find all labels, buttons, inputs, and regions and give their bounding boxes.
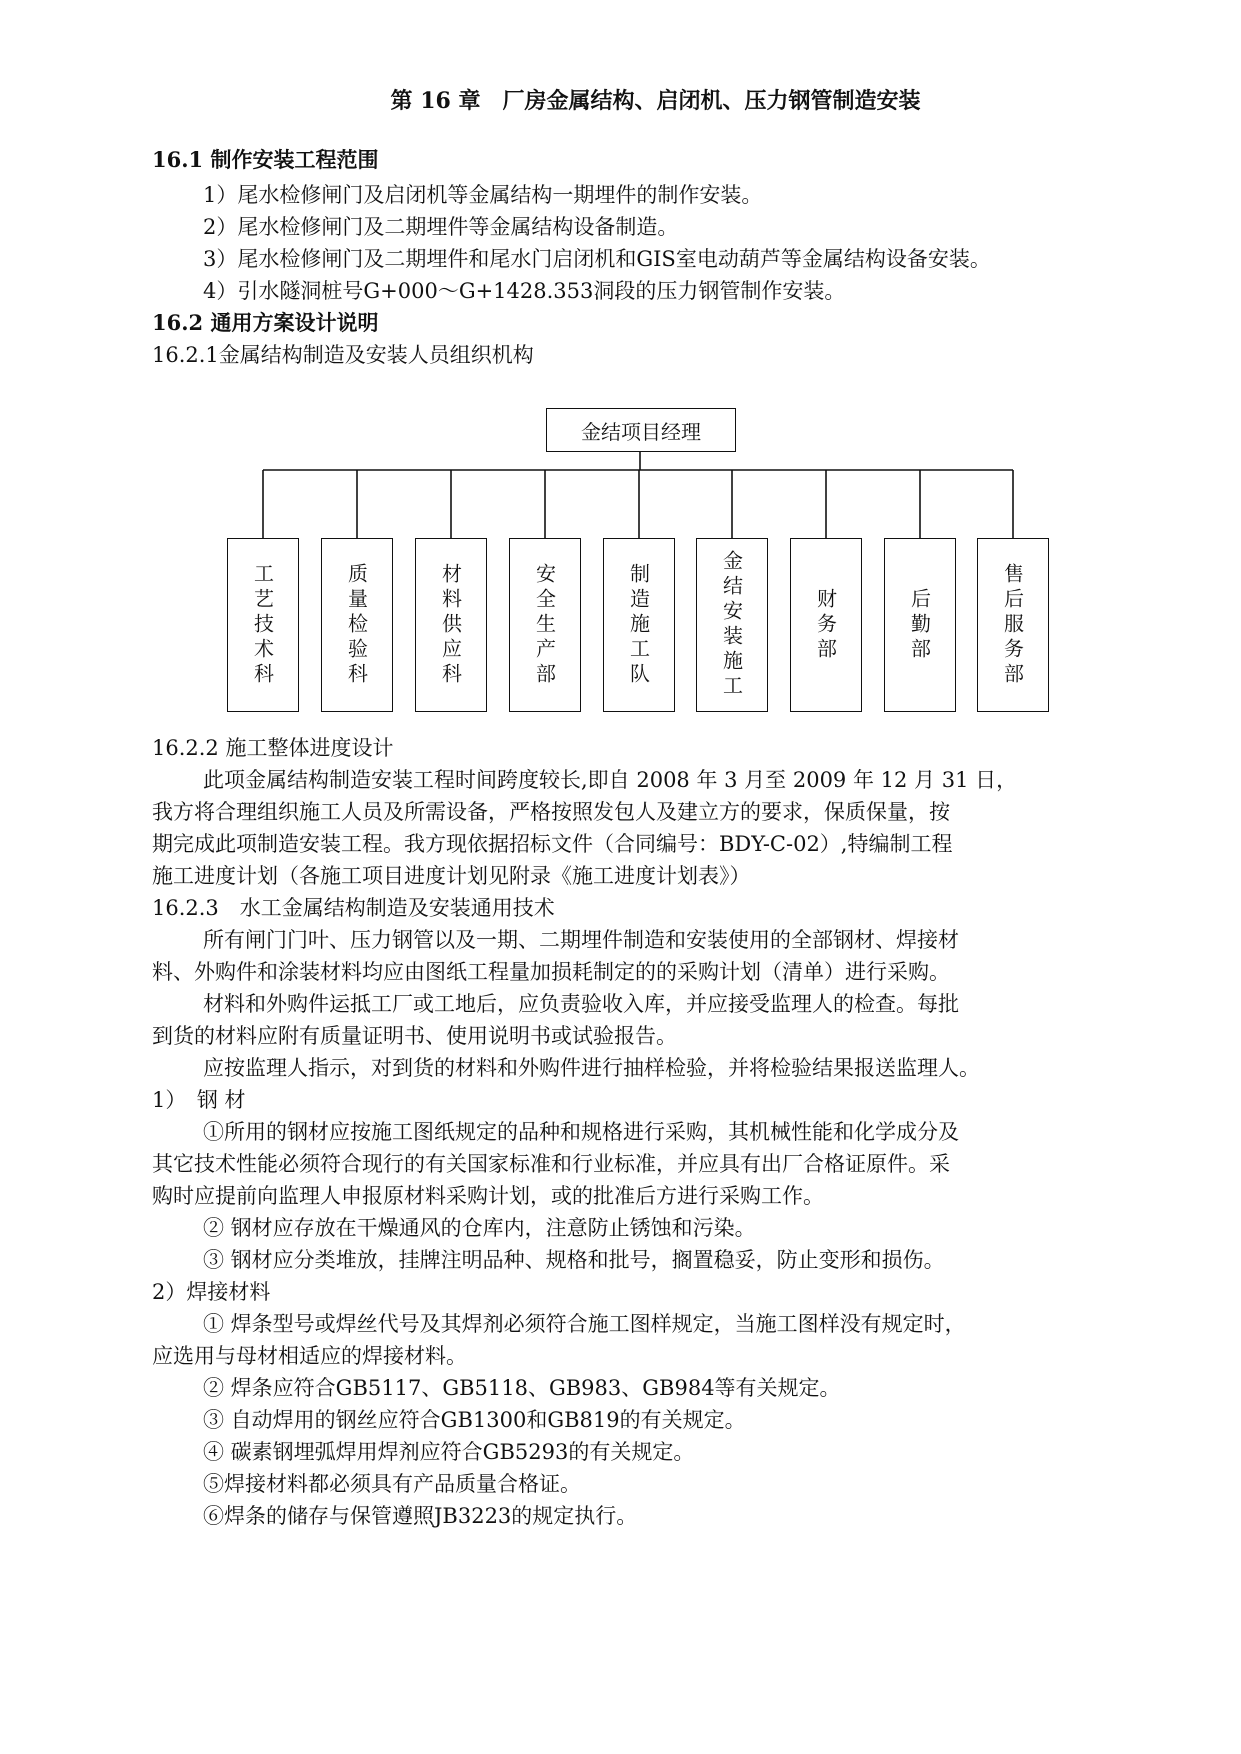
scope-item: 3）尾水检修闸门及二期埋件和尾水门启闭机和GIS室电动葫芦等金属结构设备安装。 [203,247,991,271]
org-dept-after-sales: 售后服务部 [977,538,1049,712]
paragraph-line: ③ 钢材应分类堆放，挂牌注明品种、规格和批号，搁置稳妥，防止变形和损伤。 [203,1248,945,1272]
paragraph-line: ④ 碳素钢埋弧焊用焊剂应符合GB5293的有关规定。 [203,1440,695,1464]
paragraph-line: 材料和外购件运抵工厂或工地后，应负责验收入库，并应接受监理人的检查。每批 [203,992,959,1016]
section-16-1-heading: 16.1 制作安装工程范围 [152,147,379,172]
org-dept-logistics: 后勤部 [884,538,956,712]
paragraph-line: 此项金属结构制造安装工程时间跨度较长,即自 2008 年 3 月至 2009 年 12 月 31 日， [203,768,1018,792]
paragraph-line: 购时应提前向监理人申报原材料采购计划，或的批准后方进行采购工作。 [152,1184,824,1208]
scope-item: 1）尾水检修闸门及启闭机等金属结构一期埋件的制作安装。 [203,183,763,207]
subsection-16-2-3: 16.2.3 水工金属结构制造及安装通用技术 [152,896,555,920]
section-16-2-heading: 16.2 通用方案设计说明 [152,310,379,335]
list-heading-steel: 1） 钢 材 [152,1088,246,1112]
subsection-16-2-2: 16.2.2 施工整体进度设计 [152,736,394,760]
org-dept-installation: 金结安装施工 [696,538,768,712]
org-dept-quality-inspection: 质量检验科 [321,538,393,712]
paragraph-line: ① 焊条型号或焊丝代号及其焊剂必须符合施工图样规定，当施工图样没有规定时， [203,1312,966,1336]
paragraph-line: ③ 自动焊用的钢丝应符合GB1300和GB819的有关规定。 [203,1408,746,1432]
paragraph-line: ⑥焊条的储存与保管遵照JB3223的规定执行。 [203,1504,638,1528]
org-dept-process-tech: 工艺技术科 [227,538,299,712]
paragraph-line: 料、外购件和涂装材料均应由图纸工程量加损耗制定的的采购计划（清单）进行采购。 [152,960,950,984]
paragraph-line: 应选用与母材相适应的焊接材料。 [152,1344,467,1368]
paragraph-line: ⑤焊接材料都必须具有产品质量合格证。 [203,1472,581,1496]
paragraph-line: 期完成此项制造安装工程。我方现依据招标文件（合同编号：BDY-C-02）,特编制工程 [152,832,953,856]
org-dept-finance: 财务部 [790,538,862,712]
subsection-16-2-1: 16.2.1金属结构制造及安装人员组织机构 [152,343,534,367]
org-root-project-manager: 金结项目经理 [546,408,736,452]
paragraph-line: ② 钢材应存放在干燥通风的仓库内，注意防止锈蚀和污染。 [203,1216,756,1240]
paragraph-line: ② 焊条应符合GB5117、GB5118、GB983、GB984等有关规定。 [203,1376,841,1400]
org-dept-safety-production: 安全生产部 [509,538,581,712]
paragraph-line: 所有闸门门叶、压力钢管以及一期、二期埋件制造和安装使用的全部钢材、焊接材 [203,928,959,952]
paragraph-line: 到货的材料应附有质量证明书、使用说明书或试验报告。 [152,1024,677,1048]
paragraph-line: 施工进度计划（各施工项目进度计划见附录《施工进度计划表》） [152,864,751,888]
org-dept-material-supply: 材料供应科 [415,538,487,712]
paragraph-line: ①所用的钢材应按施工图纸规定的品种和规格进行采购，其机械性能和化学成分及 [203,1120,959,1144]
paragraph-line: 我方将合理组织施工人员及所需设备，严格按照发包人及建立方的要求，保质保量，按 [152,800,950,824]
paragraph-line: 其它技术性能必须符合现行的有关国家标准和行业标准，并应具有出厂合格证原件。采 [152,1152,950,1176]
scope-item: 2）尾水检修闸门及二期埋件等金属结构设备制造。 [203,215,679,239]
scope-item: 4）引水隧洞桩号G+000～G+1428.353洞段的压力钢管制作安装。 [203,279,846,303]
list-heading-welding: 2）焊接材料 [152,1280,271,1304]
chapter-title: 第 16 章 厂房金属结构、启闭机、压力钢管制造安装 [390,88,921,114]
org-dept-manufacturing-team: 制造施工队 [603,538,675,712]
paragraph-line: 应按监理人指示，对到货的材料和外购件进行抽样检验，并将检验结果报送监理人。 [203,1056,980,1080]
